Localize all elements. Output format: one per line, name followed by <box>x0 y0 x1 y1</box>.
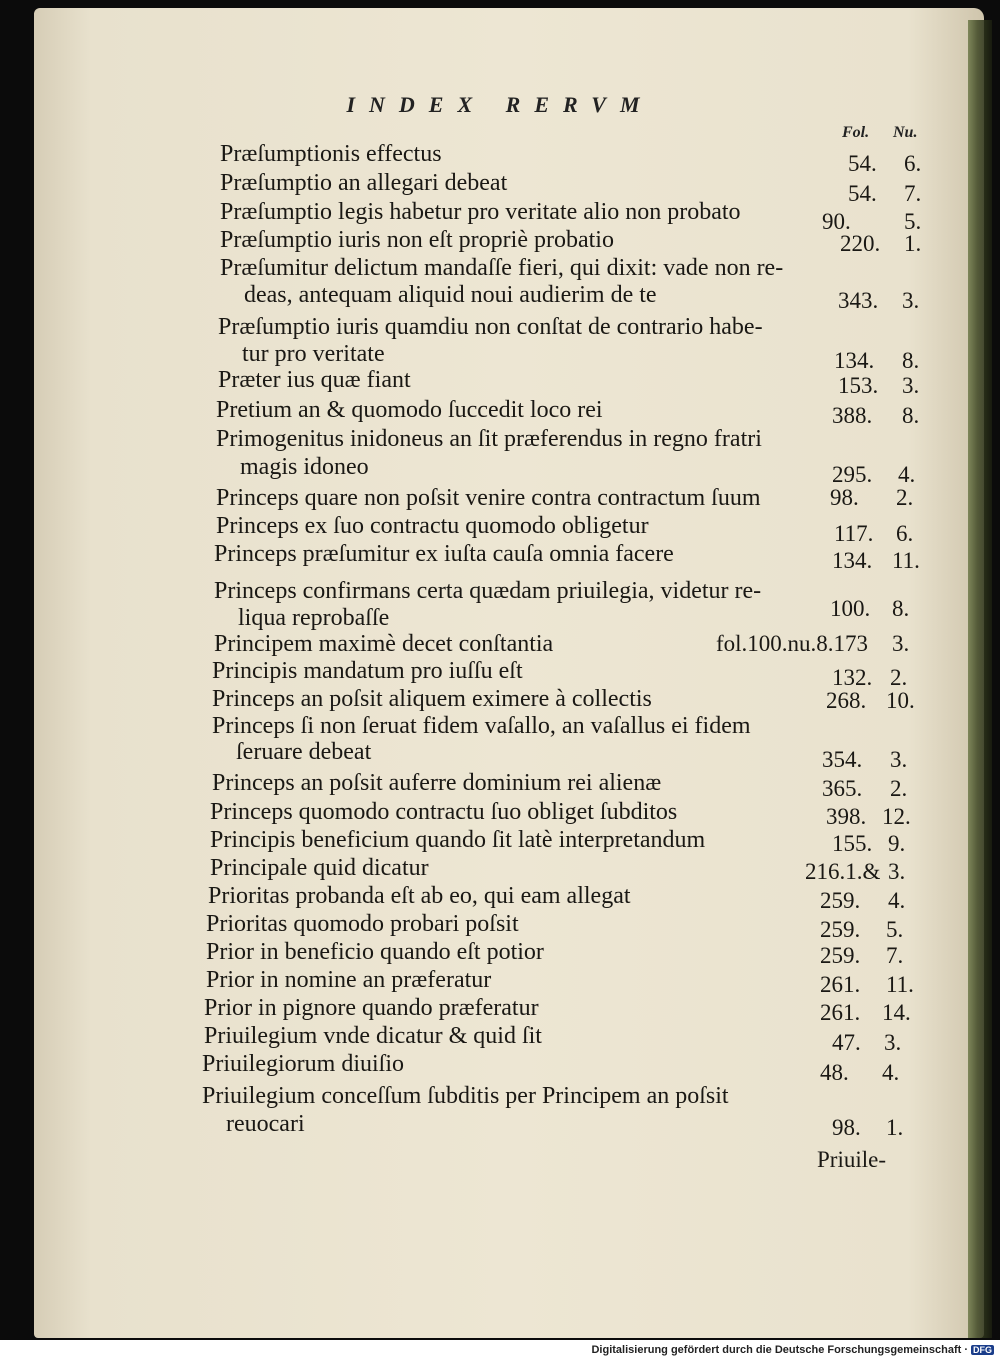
entry-continuation: magis idoneo <box>240 454 369 480</box>
section-number: 3. <box>888 859 906 884</box>
section-number: 3. <box>884 1030 902 1055</box>
section-number: 12. <box>882 804 911 829</box>
index-entry <box>0 826 1000 856</box>
section-number: 10. <box>886 688 915 713</box>
index-entry <box>0 798 1000 829</box>
index-entry <box>0 938 1000 968</box>
folio-number: 54. <box>848 181 877 206</box>
index-entry <box>0 198 1000 234</box>
entry-text: Prior in nomine an præferatur <box>206 967 492 993</box>
folio-number: 90. <box>822 209 851 234</box>
index-entry <box>0 540 1000 573</box>
entry-text: Præſumptio iuris quamdiu non conſtat de contrario habe- <box>218 314 763 340</box>
index-entry <box>0 882 1000 913</box>
entry-text: Præſumptio iuris non eſt propriè probatio <box>220 227 614 253</box>
entry-text: Princeps an poſsit aliquem eximere à collectis <box>212 686 652 712</box>
folio-number: 259. <box>820 943 861 968</box>
entry-text: Prioritas quomodo probari poſsit <box>206 911 519 937</box>
entry-text: Priuilegium vnde dicatur & quid ſit <box>204 1023 542 1049</box>
section-number: 8. <box>902 403 920 428</box>
folio-number: 48. <box>820 1060 849 1085</box>
folio-number: 259. <box>820 917 861 942</box>
entry-text: Præſumitur delictum mandaſſe fieri, qui dixit: vade non re- <box>220 255 784 281</box>
folio-number: 365. <box>822 776 863 801</box>
folio-number: 98. <box>830 485 859 510</box>
index-entry <box>0 254 1000 313</box>
index-entry <box>0 685 1000 713</box>
folio-number: 98. <box>832 1115 861 1140</box>
index-entry <box>0 396 1000 428</box>
index-entry <box>0 630 1000 657</box>
section-number: 3. <box>902 288 920 313</box>
entry-text: Priuilegiorum diuiſio <box>202 1051 404 1077</box>
section-number: 1. <box>904 231 922 256</box>
section-number: 1. <box>886 1115 904 1140</box>
section-number: 14. <box>882 1000 911 1025</box>
entry-text: Princeps præſumitur ex iuſta cauſa omnia facere <box>214 541 674 567</box>
section-number: 8. <box>892 596 910 621</box>
folio-number: 388. <box>832 403 873 428</box>
index-entry <box>0 226 1000 256</box>
entry-text: Princeps quare non poſsit venire contra contractum ſuum <box>216 485 761 511</box>
footer-text: Digitalisierung gefördert durch die Deutsche Forschungsgemeinschaft · <box>591 1344 968 1356</box>
entry-text: Præter ius quæ fiant <box>218 367 411 393</box>
index-entry <box>0 910 1000 942</box>
index-entry <box>0 512 1000 546</box>
section-number: 3. <box>902 373 920 398</box>
section-number: 7. <box>886 943 904 968</box>
running-head: INDEX RERVM <box>346 92 654 117</box>
entry-continuation: reuocari <box>226 1111 305 1137</box>
index-entry <box>0 313 1000 373</box>
entry-text: Princeps quomodo contractu ſuo obliget ſubditos <box>210 799 678 825</box>
folio-number: 343. <box>838 288 879 313</box>
dfg-logo: DFG <box>973 1345 992 1356</box>
index-entry <box>0 854 1000 884</box>
section-number: 2. <box>890 776 908 801</box>
index-entry <box>0 577 1000 631</box>
folio-number: 117. <box>834 521 874 546</box>
index-entry <box>0 1050 1000 1085</box>
index-entry <box>0 1082 1000 1140</box>
entry-continuation: liqua reprobaſſe <box>238 605 390 631</box>
entry-text: Præſumptio legis habetur pro veritate alio non probato <box>220 199 741 225</box>
section-number: 8. <box>902 348 920 373</box>
section-number: 11. <box>892 548 920 573</box>
folio-number: 153. <box>838 373 879 398</box>
entry-text: Præſumptionis effectus <box>220 141 442 167</box>
section-number: 2. <box>890 665 908 690</box>
entry-text: Primogenitus inidoneus an ſit præferendus in regno fratri <box>216 426 762 452</box>
entry-text: Princeps an poſsit auferre dominium rei alienæ <box>212 770 662 796</box>
folio-number: 216.1.& <box>805 859 881 884</box>
folio-number: 259. <box>820 888 861 913</box>
entry-text: Prior in pignore quando præferatur <box>204 995 539 1021</box>
entry-text: Præſumptio an allegari debeat <box>220 170 508 196</box>
entry-text: Principis mandatum pro iuſſu eſt <box>212 658 523 684</box>
entry-text: Princeps ex ſuo contractu quomodo obligetur <box>216 513 649 539</box>
section-number: 9. <box>888 831 906 856</box>
folio-column-head: Fol. <box>842 124 870 141</box>
section-number: 7. <box>904 181 922 206</box>
section-number: 3. <box>892 631 910 656</box>
folio-number: 398. <box>826 804 867 829</box>
folio-number: 261. <box>820 972 861 997</box>
entry-text: Principale quid dicatur <box>210 855 429 881</box>
folio-number: fol.100.nu.8.173 <box>716 631 869 656</box>
index-entry <box>0 169 1000 206</box>
folio-number: 134. <box>832 548 873 573</box>
section-number: 11. <box>886 972 914 997</box>
entry-text: Principem maximè decet conſtantia <box>214 631 554 657</box>
section-number: 5. <box>904 209 922 234</box>
entry-text: Priuilegium conceſſum ſubditis per Principem an poſsit <box>202 1083 729 1109</box>
entry-text: Pretium an & quomodo ſuccedit loco rei <box>216 397 603 423</box>
index-entry <box>0 1022 1000 1055</box>
entry-continuation: ſeruare debeat <box>236 739 372 765</box>
section-number: 6. <box>904 151 922 176</box>
index-entry <box>0 994 1000 1025</box>
entry-text: Princeps confirmans certa quædam priuilegia, videtur re- <box>214 578 762 604</box>
folio-number: 132. <box>832 665 873 690</box>
catchword: Priuile- <box>817 1147 886 1172</box>
index-entry <box>0 425 1000 487</box>
section-number: 4. <box>888 888 906 913</box>
index-entry <box>0 769 1000 801</box>
folio-number: 100. <box>830 596 871 621</box>
digitization-footer <box>0 1344 994 1356</box>
index-entry <box>0 484 1000 511</box>
section-number: 2. <box>896 485 914 510</box>
index-entry <box>0 140 1000 176</box>
section-number: 5. <box>886 917 904 942</box>
folio-number: 220. <box>840 231 881 256</box>
folio-number: 155. <box>832 831 873 856</box>
index-entry <box>0 966 1000 997</box>
folio-number: 47. <box>832 1030 861 1055</box>
entry-text: Principis beneficium quando ſit latè interpretandum <box>210 827 706 853</box>
entry-continuation: tur pro veritate <box>242 341 385 367</box>
folio-number: 354. <box>822 747 863 772</box>
folio-number: 134. <box>834 348 875 373</box>
section-number: 3. <box>890 747 908 772</box>
page-edge <box>968 20 992 1338</box>
numerus-column-head: Nu. <box>893 124 918 141</box>
section-number: 4. <box>898 462 916 487</box>
section-number: 4. <box>882 1060 900 1085</box>
folio-number: 261. <box>820 1000 861 1025</box>
entry-text: Princeps ſi non ſeruat fidem vaſallo, an vaſallus ei fidem <box>212 713 751 739</box>
entry-text: Prior in beneficio quando eſt potior <box>206 939 544 965</box>
index-entry <box>0 366 1000 398</box>
folio-number: 54. <box>848 151 877 176</box>
folio-number: 268. <box>826 688 867 713</box>
section-number: 6. <box>896 521 914 546</box>
entry-continuation: deas, antequam aliquid noui audierim de te <box>244 282 657 308</box>
folio-number: 295. <box>832 462 873 487</box>
entry-text: Prioritas probanda eſt ab eo, qui eam allegat <box>208 883 631 909</box>
index-entry <box>0 712 1000 772</box>
index-entry <box>0 657 1000 690</box>
